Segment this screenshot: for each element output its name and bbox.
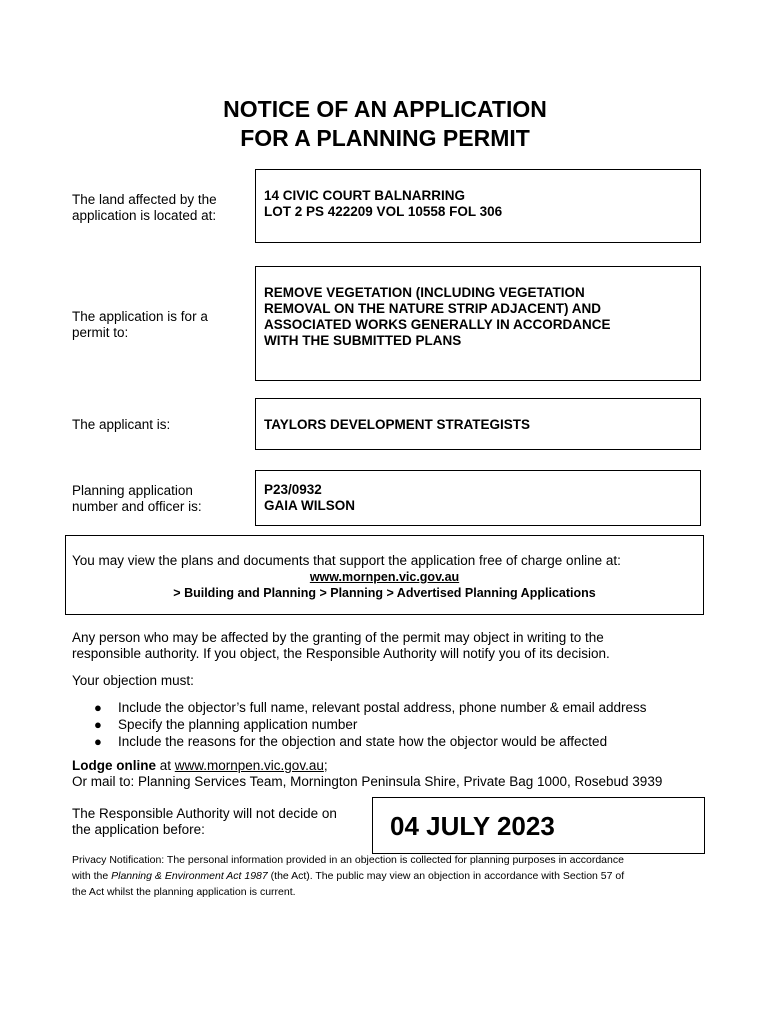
planning-label-line-1: Planning application (72, 483, 193, 498)
application-line-2: REMOVAL ON THE NATURE STRIP ADJACENT) AND (264, 301, 602, 316)
land-address: 14 CIVIC COURT BALNARRING (264, 188, 466, 203)
decision-label-line-1: The Responsible Authority will not decide on (72, 806, 337, 821)
objection-paragraph-line-2: responsible authority. If you object, the Responsible Authority will notify you of its decision. (72, 646, 610, 661)
decision-label-line-2: the application before: (72, 822, 205, 837)
notice-title (0, 95, 770, 153)
land-lot: LOT 2 PS 422209 VOL 10558 FOL 306 (264, 204, 503, 219)
online-navigation-path: > Building and Planning > Planning > Advertised Planning Applications (173, 586, 596, 600)
title-line-1: NOTICE OF AN APPLICATION (223, 96, 547, 122)
list-item (72, 699, 712, 716)
title-line-2: FOR A PLANNING PERMIT (240, 125, 530, 151)
list-item-text: Include the objector’s full name, relevant postal address, phone number & email address (118, 700, 647, 715)
lodge-section (72, 758, 712, 790)
objection-paragraph-line-1: Any person who may be affected by the granting of the permit may object in writing to the (72, 630, 604, 645)
bullet-icon: ● (94, 700, 102, 715)
application-box (255, 266, 701, 381)
privacy-notification (72, 852, 702, 900)
privacy-line-1: Privacy Notification: The personal information provided in an objection is collected for planning purposes in accordance (72, 854, 624, 866)
applicant-name: TAYLORS DEVELOPMENT STRATEGISTS (264, 417, 531, 432)
applicant-label: The applicant is: (72, 417, 171, 432)
application-line-3: ASSOCIATED WORKS GENERALLY IN ACCORDANCE (264, 317, 611, 332)
lodge-online-label: Lodge online (72, 758, 156, 773)
land-box (255, 169, 701, 243)
online-view-box (65, 535, 704, 615)
application-number: P23/0932 (264, 482, 322, 497)
bullet-icon: ● (94, 734, 102, 749)
decision-date: 04 JULY 2023 (390, 811, 555, 841)
land-label-line-2: application is located at: (72, 208, 217, 223)
objection-requirements-list (72, 699, 712, 750)
online-intro: You may view the plans and documents that support the application free of charge online at: (72, 553, 621, 568)
application-label (72, 309, 252, 341)
decision-label (72, 806, 372, 838)
planning-officer: GAIA WILSON (264, 498, 355, 513)
privacy-line-2-end: (the Act). The public may view an objection in accordance with Section 57 of (267, 870, 625, 882)
application-label-line-1: The application is for a (72, 309, 208, 324)
list-item (72, 716, 712, 733)
lodge-online-line (72, 758, 712, 774)
application-label-line-2: permit to: (72, 325, 129, 340)
privacy-line-3: the Act whilst the planning application is current. (72, 886, 296, 898)
land-label-line-1: The land affected by the (72, 192, 217, 207)
bullet-icon: ● (94, 717, 102, 732)
list-item-text: Specify the planning application number (118, 717, 358, 732)
objection-must-heading: Your objection must: (72, 673, 194, 688)
lodge-at: at (156, 758, 175, 773)
decision-date-box (372, 797, 705, 854)
planning-label (72, 483, 252, 515)
land-label (72, 192, 252, 224)
applicant-box (255, 398, 701, 450)
planning-box (255, 470, 701, 526)
list-item-text: Include the reasons for the objection and state how the objector would be affected (118, 734, 608, 749)
privacy-line-2 (72, 868, 702, 884)
lodge-semicolon: ; (323, 758, 328, 773)
objection-paragraph (72, 630, 712, 662)
privacy-act-name: Planning & Environment Act 1987 (111, 870, 268, 882)
application-line-4: WITH THE SUBMITTED PLANS (264, 333, 462, 348)
list-item (72, 733, 712, 750)
lodge-url-link[interactable]: www.mornpen.vic.gov.au (174, 758, 324, 773)
planning-label-line-2: number and officer is: (72, 499, 202, 514)
privacy-line-2-start: with the (72, 870, 112, 882)
lodge-mail-line: Or mail to: Planning Services Team, Mornington Peninsula Shire, Private Bag 1000, Rosebud 3939 (72, 774, 663, 789)
online-url-link[interactable]: www.mornpen.vic.gov.au (309, 570, 460, 584)
application-line-1: REMOVE VEGETATION (INCLUDING VEGETATION (264, 285, 585, 300)
